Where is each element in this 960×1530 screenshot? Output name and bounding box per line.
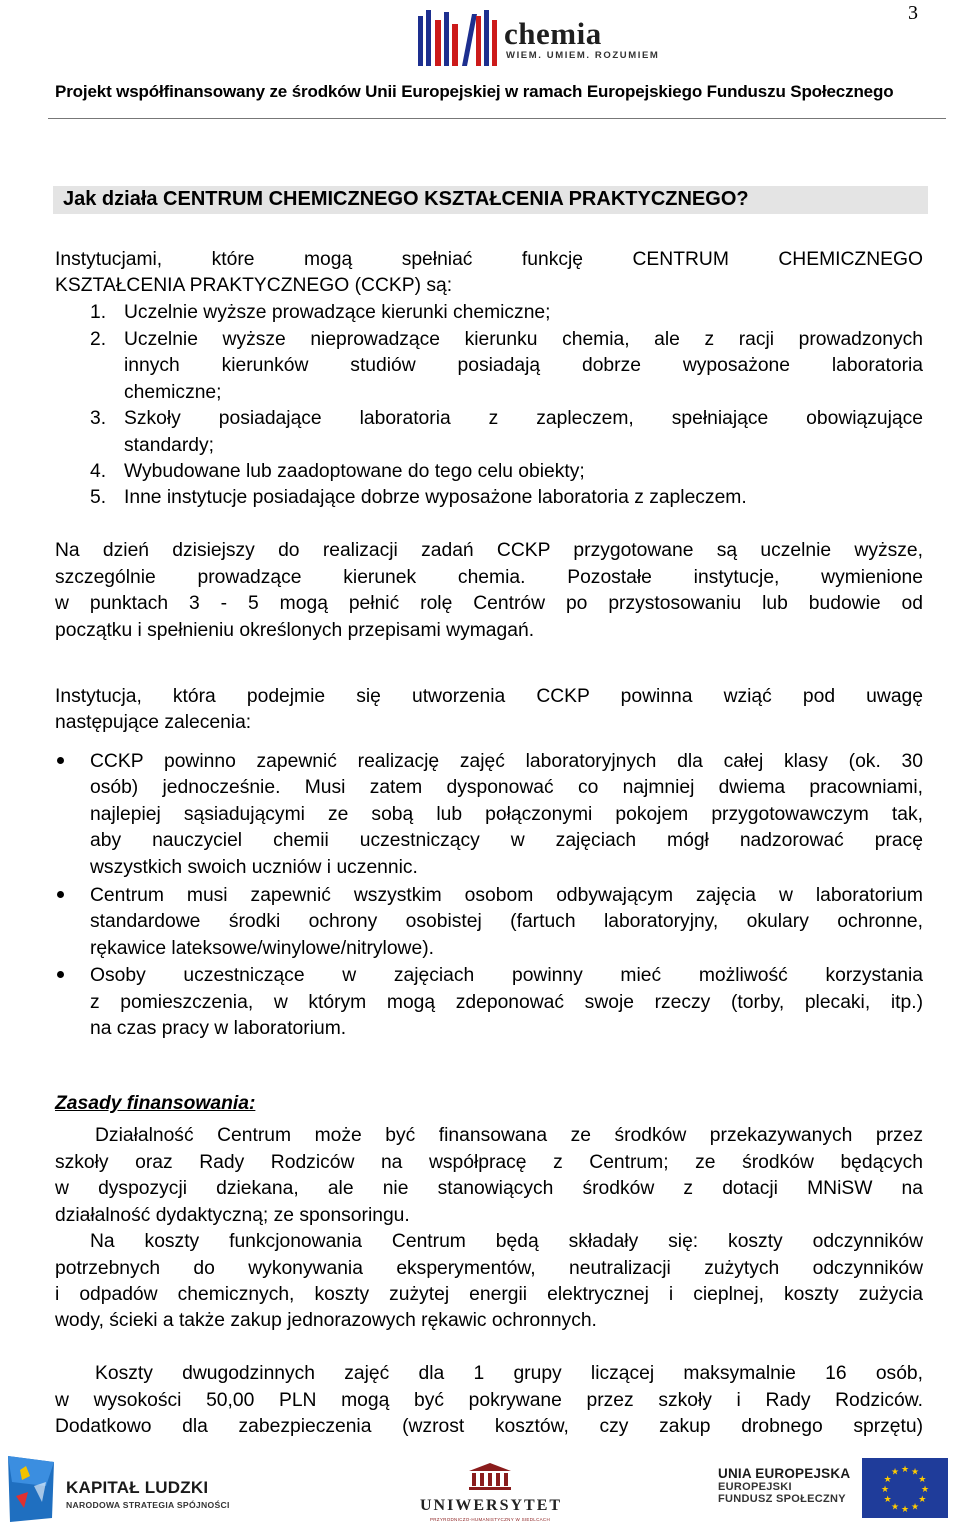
- svg-text:★: ★: [890, 1467, 900, 1478]
- list-item-2-line-1: Uczelnie wyższe nieprowadzące kierunku chemia, ale z racji prowadzonych: [124, 329, 923, 350]
- list-item-2-line-3: chemiczne;: [124, 382, 222, 403]
- eu-line-1: EUROPEJSKI: [718, 1481, 792, 1493]
- financing-p1-line-4: działalność dydaktyczną; ze sponsoringu.: [55, 1205, 410, 1226]
- svg-text:★: ★: [890, 1502, 900, 1513]
- list-item-2-line-2: innych kierunków studiów posiadają dobrze wyposażone laboratoria: [124, 355, 923, 376]
- bullet-3-line-1: Osoby uczestniczące w zajęciach powinny mieć możliwość korzystania: [90, 965, 923, 986]
- para-institution-line-1: Instytucja, która podejmie się utworzenia CCKP powinna wziąć pod uwagę: [55, 686, 923, 707]
- financing-p2-line-4: wody, ścieki a także zakup jednorazowych rękawic ochronnych.: [55, 1310, 597, 1331]
- para-institution-line-2: następujące zalecenia:: [55, 712, 252, 733]
- svg-text:★: ★: [880, 1485, 890, 1495]
- bullet-2-line-3: rękawice lateksowe/winylowe/nitrylowe).: [90, 938, 434, 959]
- university-name: UNIWERSYTET: [420, 1497, 563, 1514]
- bullet-marker-2: [57, 891, 64, 898]
- bullet-1-line-3: najlepiej sąsiadującymi ze sobą lub połączonymi pokojem przygotowawczym tak,: [90, 804, 923, 825]
- eu-title: UNIA EUROPEJSKA: [718, 1466, 851, 1481]
- bullet-2-line-2: standardowe środki ochrony osobistej (fartuch laboratoryjny, okulary ochronne,: [90, 911, 923, 932]
- list-item-4-line-1: Wybudowane lub zaadoptowane do tego celu obiekty;: [124, 461, 585, 482]
- svg-text:★: ★: [883, 1475, 892, 1485]
- financing-p1-line-2: szkoły oraz Rady Rodziców na współpracę z Centrum; ze środków będących: [55, 1152, 923, 1173]
- list-item-3-line-1: Szkoły posiadające laboratoria z zapleczem, spełniające obowiązujące: [124, 408, 923, 429]
- university-columns-icon: [467, 1462, 513, 1490]
- bullet-3-line-3: na czas pracy w laboratorium.: [90, 1018, 347, 1039]
- bullet-1-line-2: osób) jednocześnie. Musi zatem dysponować co najmniej dwiema pracowniami,: [90, 777, 923, 798]
- project-line: Projekt współfinansowany ze środków Unii Europejskiej w ramach Europejskiego Funduszu Społecznego: [55, 82, 894, 101]
- bullet-1-line-1: CCKP powinno zapewnić realizację zajęć laboratoryjnych dla całej klasy (ok. 30: [90, 751, 923, 772]
- bullet-marker-3: [57, 971, 64, 978]
- eu-logo-text: [718, 1466, 850, 1505]
- list-number-1: 1.: [90, 302, 107, 323]
- list-number-2: 2.: [90, 329, 107, 350]
- eu-flag-icon: [862, 1458, 948, 1518]
- list-number-5: 5.: [90, 487, 107, 508]
- financing-p2-line-3: i odpadów chemicznych, koszty zużytej energii elektrycznej i cieplnej, koszty zużycia: [55, 1284, 923, 1305]
- list-item-5-line-1: Inne instytucje posiadające dobrze wyposażone laboratoria z zapleczem.: [124, 487, 747, 508]
- svg-text:★: ★: [900, 1505, 910, 1515]
- financing-p2-line-2: potrzebnych do wykonywania eksperymentów, neutralizacji zużytych odczynników: [55, 1258, 923, 1279]
- bullet-marker-1: [57, 757, 64, 764]
- svg-text:★: ★: [920, 1485, 930, 1495]
- svg-text:★: ★: [900, 1465, 910, 1475]
- financing-p3-line-2: w wysokości 50,00 PLN mogą być pokrywane przez szkoły i Rady Rodziców.: [55, 1390, 923, 1411]
- para-today-line-2: szczególnie prowadzące kierunek chemia. Pozostałe instytucje, wymienione: [55, 567, 923, 588]
- financing-p1-line-1: Działalność Centrum może być finansowana ze środków przekazywanych przez: [95, 1125, 923, 1146]
- section-heading: Jak działa CENTRUM CHEMICZNEGO KSZTAŁCENIA PRAKTYCZNEGO?: [63, 188, 749, 210]
- kapital-ludzki-logo: [66, 1478, 230, 1510]
- svg-text:★: ★: [918, 1475, 927, 1485]
- financing-p2-line-1: Na koszty funkcjonowania Centrum będą składały się: koszty odczynników: [90, 1231, 923, 1252]
- bullet-1-line-4: aby nauczyciel chemii uczestniczący w zajęciach mógł nadzorować pracę: [90, 830, 923, 851]
- kapital-ludzki-subtitle: NARODOWA STRATEGIA SPÓJNOŚCI: [66, 1500, 230, 1510]
- bullet-3-line-2: z pomieszczenia, w którym mogą zdeponować swoje rzeczy (torby, plecaki, itp.): [90, 992, 923, 1013]
- intro-line-1: Instytucjami, które mogą spełniać funkcję CENTRUM CHEMICZNEGO: [55, 249, 923, 270]
- bullet-2-line-1: Centrum musi zapewnić wszystkim osobom odbywającym zajęcia w laboratorium: [90, 885, 923, 906]
- university-subtitle: PRZYRODNICZO-HUMANISTYCZNY W SIEDLCACH: [429, 1517, 551, 1522]
- svg-text:★: ★: [910, 1467, 920, 1478]
- intro-line-2: KSZTAŁCENIA PRAKTYCZNEGO (CCKP) są:: [55, 275, 453, 296]
- financing-heading: Zasady finansowania:: [55, 1093, 256, 1114]
- bullet-1-line-5: wszystkich swoich uczniów i uczennic.: [90, 857, 418, 878]
- financing-p3-line-1: Koszty dwugodzinnych zajęć dla 1 grupy liczącej maksymalnie 16 osób,: [95, 1363, 923, 1384]
- svg-text:★: ★: [918, 1495, 927, 1505]
- list-item-3-line-2: standardy;: [124, 435, 215, 456]
- financing-p1-line-3: w dyspozycji dziekana, ale nie stanowiących środków z dotacji MNiSW na: [55, 1178, 923, 1199]
- section-heading-band: [53, 186, 928, 214]
- para-today-line-3: w punktach 3 - 5 mogą pełnić rolę Centrów po przystosowaniu lub budowie od: [55, 593, 923, 614]
- eu-line-2: FUNDUSZ SPOŁECZNY: [718, 1493, 846, 1505]
- svg-text:★: ★: [910, 1502, 920, 1513]
- logo-tagline: WIEM. UMIEM. ROZUMIEM: [506, 50, 660, 61]
- list-number-4: 4.: [90, 461, 107, 482]
- list-item-1-line-1: Uczelnie wyższe prowadzące kierunki chemiczne;: [124, 302, 551, 323]
- svg-text:★: ★: [883, 1495, 892, 1505]
- header-divider: [48, 118, 946, 119]
- para-today-line-4: początku i spełnieniu określonych przepisami wymagań.: [55, 620, 535, 641]
- page-number: 3: [908, 2, 918, 24]
- chemia-logo-bars-icon: [416, 6, 498, 66]
- chemia-logo: [416, 6, 660, 66]
- kapital-ludzki-title: KAPITAŁ LUDZKI: [66, 1478, 209, 1497]
- financing-p3-line-3: Dodatkowo dla zabezpieczenia (wzrost kosztów, czy zakup drobnego sprzętu): [55, 1416, 923, 1437]
- university-logo: [420, 1462, 563, 1522]
- list-number-3: 3.: [90, 408, 107, 429]
- para-today-line-1: Na dzień dzisiejszy do realizacji zadań CCKP przygotowane są uczelnie wyższe,: [55, 540, 923, 561]
- kapital-ludzki-flag-icon: [6, 1452, 56, 1524]
- logo-word: chemia: [504, 16, 602, 51]
